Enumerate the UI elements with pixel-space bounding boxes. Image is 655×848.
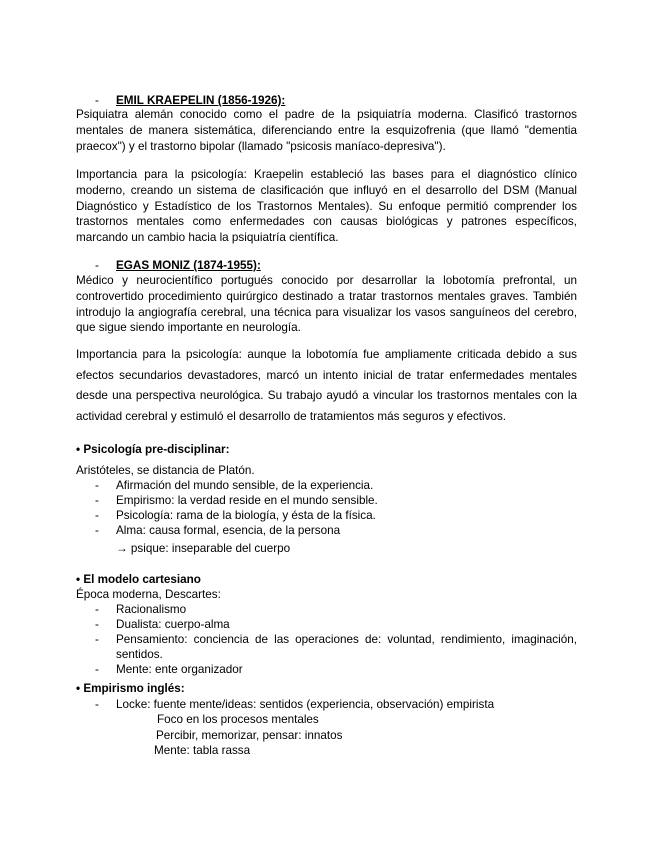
heading-dash: - — [95, 259, 99, 272]
cartesiano-list — [76, 602, 577, 677]
list-item: - Racionalismo — [95, 603, 187, 616]
list-item: - Mente: ente organizador — [95, 663, 243, 677]
list-item: - Psicología: rama de la biología, y ésta de la física. — [95, 509, 376, 523]
empirismo-sub-line: Foco en los procesos mentales — [157, 713, 319, 726]
moniz-bio: Médico y neurocientífico portugués conocido por desarrollar la lobotomía prefrontal, un controvertido procedimiento quirúrgico destinado a tratar trastornos mentales graves. También introdujo la angiografía cerebral, una técnica para visualizar los vasos sanguíneos del cerebro, que sigue siendo importante en neurología. — [76, 274, 577, 335]
empirismo-sub-line: Mente: tabla rassa — [154, 744, 251, 757]
kraepelin-importance: Importancia para la psicología: Kraepelin estableció las bases para el diagnóstico clínico moderno, creando un sistema de clasificación que influyó en el desarrollo del DSM (Manual Diagnóstico y Estadístico de los Trastornos Mentales). Su enfoque permitió comprender los trastornos mentales como enfermedades con causas biológicas y patrones específicos, marcando un cambio hacia la psiquiatría científica. — [76, 168, 577, 245]
list-item: - Pensamiento: conciencia de las operaciones de: voluntad, rendimiento, imaginación, sentidos. — [95, 633, 577, 662]
kraepelin-bio: Psiquiatra alemán conocido como el padre de la psiquiatría moderna. Clasificó trastornos mentales de manera sistemática, diferenciando entre la esquizofrenia (que llamó "dementia praecox") y el trastorno bipolar (llamado "psicosis maníaco-depresiva"). — [76, 108, 577, 153]
kraepelin-heading — [76, 93, 285, 108]
moniz-importance: Importancia para la psicología: aunque la lobotomía fue ampliamente criticada debido a sus efectos secundarios devastadores, marcó un intento inicial de tratar enfermedades mentales desde una perspectiva neurológica. Su trabajo ayudó a vincular los trastornos mentales con la actividad cerebral y estimuló el desarrollo de tratamientos más seguros y efectivos. — [76, 348, 577, 423]
empirismo-list — [76, 697, 577, 712]
empirismo-heading: • Empirismo inglés: — [76, 682, 185, 695]
moniz-heading — [76, 258, 261, 273]
list-item: - Empirismo: la verdad reside en el mundo sensible. — [95, 494, 378, 508]
list-item: - Alma: causa formal, esencia, de la persona — [95, 524, 341, 538]
list-item: - Afirmación del mundo sensible, de la experiencia. — [95, 479, 374, 492]
kraepelin-title: EMIL KRAEPELIN (1856-1926): — [116, 94, 286, 107]
moniz-title: EGAS MONIZ (1874-1955): — [116, 259, 261, 272]
list-item: - Locke: fuente mente/ideas: sentidos (experiencia, observación) empirista — [95, 698, 495, 711]
predisciplinar-intro: Aristóteles, se distancia de Platón. — [76, 464, 255, 477]
empirismo-sub-line: Percibir, memorizar, pensar: innatos — [156, 729, 343, 742]
heading-dash: - — [95, 94, 99, 107]
predisciplinar-heading: • Psicología pre-disciplinar: — [76, 443, 230, 456]
predisciplinar-sub: → psique: inseparable del cuerpo — [116, 542, 291, 555]
cartesiano-intro: Época moderna, Descartes: — [76, 588, 221, 601]
cartesiano-heading: • El modelo cartesiano — [76, 573, 201, 586]
list-item: - Dualista: cuerpo-alma — [95, 618, 230, 632]
predisciplinar-list — [76, 478, 577, 538]
